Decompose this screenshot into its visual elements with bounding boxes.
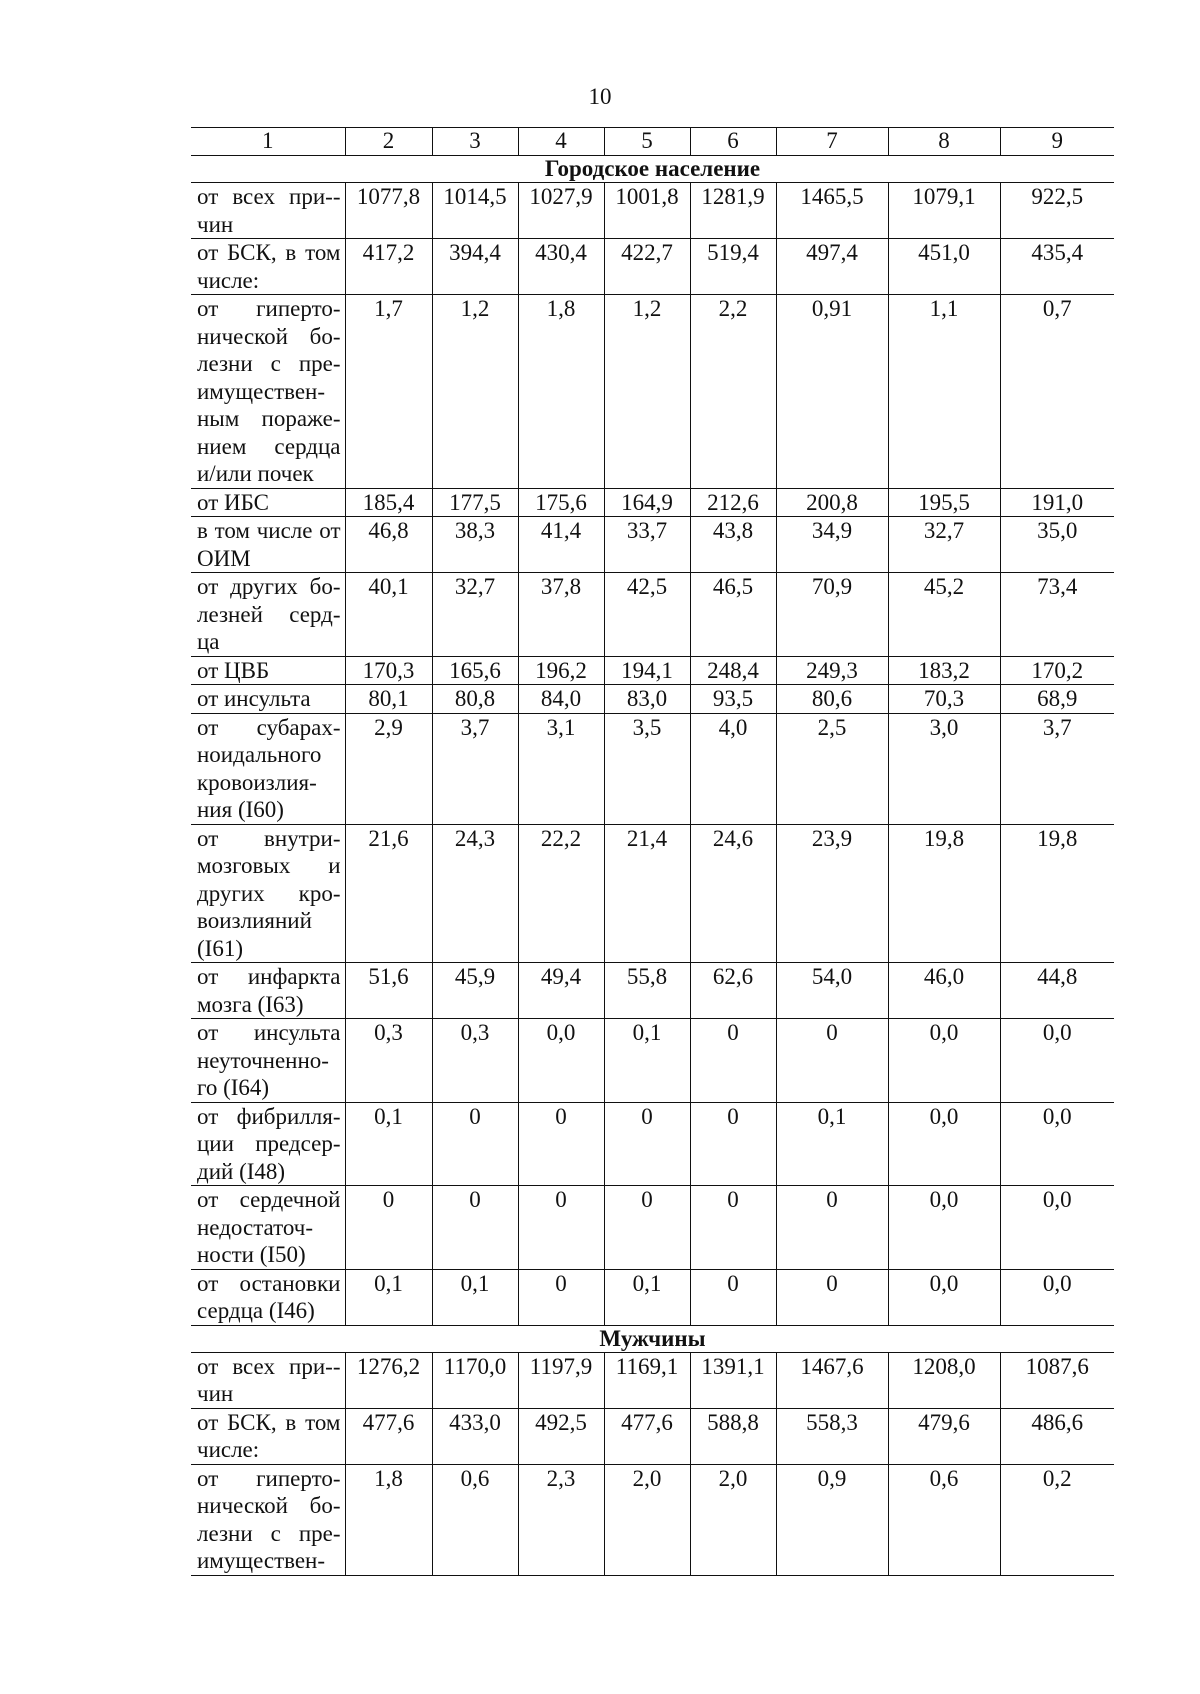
row-label: от ЦВБ [191,656,345,685]
table-cell: 32,7 [432,573,518,657]
row-label: от других бо-лезней серд-ца [191,573,345,657]
table-cell: 492,5 [518,1408,604,1464]
column-number: 3 [432,128,518,156]
table-cell: 477,6 [604,1408,690,1464]
table-row [191,1352,1114,1408]
table-cell: 0 [690,1186,776,1270]
table-cell: 70,3 [888,685,1000,714]
table-cell: 80,8 [432,685,518,714]
table-cell: 1208,0 [888,1352,1000,1408]
table-cell: 1391,1 [690,1352,776,1408]
column-number: 1 [191,128,345,156]
table-cell: 2,0 [604,1464,690,1575]
table-cell: 3,5 [604,713,690,824]
section-header-row [191,156,1114,183]
table-cell: 42,5 [604,573,690,657]
table-cell: 0 [432,1186,518,1270]
table-cell: 34,9 [776,517,888,573]
table-cell: 35,0 [1000,517,1114,573]
table-cell: 249,3 [776,656,888,685]
row-label: от БСК, в том числе: [191,1408,345,1464]
table-cell: 451,0 [888,239,1000,295]
table-cell: 49,4 [518,963,604,1019]
row-label: от сердечной недостаточ-ности (I50) [191,1186,345,1270]
table-cell: 248,4 [690,656,776,685]
table-cell: 73,4 [1000,573,1114,657]
table-cell: 21,6 [345,824,432,963]
table-cell: 212,6 [690,488,776,517]
table-cell: 519,4 [690,239,776,295]
table-cell: 3,7 [432,713,518,824]
table-cell: 3,0 [888,713,1000,824]
table-cell: 1465,5 [776,183,888,239]
table-cell: 1079,1 [888,183,1000,239]
column-number: 6 [690,128,776,156]
table-row [191,685,1114,714]
table-row [191,573,1114,657]
table-cell: 477,6 [345,1408,432,1464]
table-cell: 1001,8 [604,183,690,239]
table-cell: 0,0 [1000,1186,1114,1270]
table-cell: 1,2 [432,295,518,489]
table-cell: 0 [518,1269,604,1325]
table-row [191,1019,1114,1103]
table-cell: 0,3 [432,1019,518,1103]
table-cell: 0,1 [604,1269,690,1325]
table-cell: 54,0 [776,963,888,1019]
table-cell: 24,3 [432,824,518,963]
table-cell: 164,9 [604,488,690,517]
table-cell: 0,0 [1000,1102,1114,1186]
table-cell: 0,1 [345,1102,432,1186]
row-label: от ИБС [191,488,345,517]
table-cell: 170,2 [1000,656,1114,685]
table-cell: 0,0 [888,1102,1000,1186]
table-cell: 2,2 [690,295,776,489]
column-number-row [191,128,1114,156]
table-cell: 1087,6 [1000,1352,1114,1408]
table-cell: 0,0 [518,1019,604,1103]
table-cell: 185,4 [345,488,432,517]
table-cell: 1027,9 [518,183,604,239]
column-number: 5 [604,128,690,156]
section-header-row [191,1325,1114,1352]
section-title: Городское население [191,156,1114,183]
table-cell: 0 [690,1019,776,1103]
column-number: 7 [776,128,888,156]
table-cell: 430,4 [518,239,604,295]
table-cell: 195,5 [888,488,1000,517]
table-cell: 2,9 [345,713,432,824]
table-cell: 68,9 [1000,685,1114,714]
table-cell: 0 [604,1102,690,1186]
table-cell: 0 [345,1186,432,1270]
table-cell: 588,8 [690,1408,776,1464]
table-cell: 19,8 [1000,824,1114,963]
table-cell: 191,0 [1000,488,1114,517]
table-cell: 0,1 [776,1102,888,1186]
table-cell: 0,0 [1000,1269,1114,1325]
table-cell: 2,3 [518,1464,604,1575]
table-cell: 1,1 [888,295,1000,489]
table-cell: 37,8 [518,573,604,657]
table-cell: 0,9 [776,1464,888,1575]
table-cell: 558,3 [776,1408,888,1464]
table-cell: 165,6 [432,656,518,685]
table-cell: 44,8 [1000,963,1114,1019]
row-label: от всех при-чин [191,183,345,239]
row-label: от гиперто-нической бо-лезни с пре-имуществен-ным пораже-нием сердца и/или почек [191,295,345,489]
table-cell: 1170,0 [432,1352,518,1408]
table-cell: 46,8 [345,517,432,573]
table-cell: 0 [776,1019,888,1103]
table-cell: 23,9 [776,824,888,963]
table-cell: 433,0 [432,1408,518,1464]
row-label: в том числе от ОИМ [191,517,345,573]
table-cell: 479,6 [888,1408,1000,1464]
table-cell: 19,8 [888,824,1000,963]
table-cell: 84,0 [518,685,604,714]
table-cell: 1014,5 [432,183,518,239]
table-row [191,183,1114,239]
table-row [191,963,1114,1019]
table-cell: 0,0 [888,1186,1000,1270]
section-title: Мужчины [191,1325,1114,1352]
table-cell: 1467,6 [776,1352,888,1408]
table-cell: 55,8 [604,963,690,1019]
table-cell: 40,1 [345,573,432,657]
table-row [191,1464,1114,1575]
table-cell: 0,7 [1000,295,1114,489]
table-cell: 62,6 [690,963,776,1019]
page-number: 10 [588,84,612,109]
table-row [191,239,1114,295]
table-cell: 0,1 [604,1019,690,1103]
table-cell: 0 [518,1102,604,1186]
table-cell: 3,7 [1000,713,1114,824]
table-cell: 45,9 [432,963,518,1019]
table-cell: 70,9 [776,573,888,657]
table-row [191,656,1114,685]
table-cell: 46,0 [888,963,1000,1019]
row-label: от инсульта неуточненно-го (I64) [191,1019,345,1103]
row-label: от БСК, в том числе: [191,239,345,295]
table-cell: 51,6 [345,963,432,1019]
table-cell: 80,1 [345,685,432,714]
table-cell: 1197,9 [518,1352,604,1408]
table-cell: 170,3 [345,656,432,685]
table-cell: 4,0 [690,713,776,824]
row-label: от внутри-мозговых и других кро-воизлияний (I61) [191,824,345,963]
table-cell: 194,1 [604,656,690,685]
table-cell: 0,2 [1000,1464,1114,1575]
table-cell: 3,1 [518,713,604,824]
table-cell: 0,1 [432,1269,518,1325]
table-row [191,488,1114,517]
table-cell: 1,8 [518,295,604,489]
table-cell: 0,0 [888,1269,1000,1325]
table-cell: 486,6 [1000,1408,1114,1464]
table-cell: 0,6 [888,1464,1000,1575]
table-cell: 422,7 [604,239,690,295]
table-cell: 0 [690,1102,776,1186]
table-cell: 45,2 [888,573,1000,657]
table-cell: 2,5 [776,713,888,824]
table-cell: 22,2 [518,824,604,963]
table-cell: 0 [776,1186,888,1270]
table-cell: 0,91 [776,295,888,489]
table-cell: 177,5 [432,488,518,517]
table-cell: 1,2 [604,295,690,489]
table-cell: 0 [690,1269,776,1325]
table-cell: 0,3 [345,1019,432,1103]
row-label: от субарах-ноидального кровоизлия-ния (I60) [191,713,345,824]
table-cell: 93,5 [690,685,776,714]
row-label: от гиперто-нической бо-лезни с пре-имуществен- [191,1464,345,1575]
table-cell: 175,6 [518,488,604,517]
table-cell: 922,5 [1000,183,1114,239]
table-row [191,1269,1114,1325]
row-label: от инсульта [191,685,345,714]
table-cell: 0 [604,1186,690,1270]
table-cell: 1169,1 [604,1352,690,1408]
table-cell: 0,0 [1000,1019,1114,1103]
table-row [191,713,1114,824]
mortality-table [191,127,1114,1576]
table-cell: 0,6 [432,1464,518,1575]
table-cell: 80,6 [776,685,888,714]
table-cell: 435,4 [1000,239,1114,295]
table-cell: 46,5 [690,573,776,657]
column-number: 2 [345,128,432,156]
table-cell: 0,0 [888,1019,1000,1103]
row-label: от инфаркта мозга (I63) [191,963,345,1019]
table-cell: 1,7 [345,295,432,489]
column-number: 4 [518,128,604,156]
table-row [191,517,1114,573]
table-cell: 24,6 [690,824,776,963]
table-cell: 41,4 [518,517,604,573]
column-number: 8 [888,128,1000,156]
table-cell: 196,2 [518,656,604,685]
table-cell: 0 [776,1269,888,1325]
table-cell: 2,0 [690,1464,776,1575]
table-cell: 1,8 [345,1464,432,1575]
row-label: от остановки сердца (I46) [191,1269,345,1325]
table-cell: 21,4 [604,824,690,963]
table-cell: 394,4 [432,239,518,295]
column-number: 9 [1000,128,1114,156]
table-row [191,1102,1114,1186]
table-cell: 38,3 [432,517,518,573]
row-label: от всех при-чин [191,1352,345,1408]
table-cell: 0 [432,1102,518,1186]
table-row [191,295,1114,489]
table-row [191,1186,1114,1270]
table-cell: 0,1 [345,1269,432,1325]
table-row [191,1408,1114,1464]
table-cell: 0 [518,1186,604,1270]
table-cell: 83,0 [604,685,690,714]
table-cell: 43,8 [690,517,776,573]
table-cell: 1276,2 [345,1352,432,1408]
table-cell: 33,7 [604,517,690,573]
table-cell: 32,7 [888,517,1000,573]
table-cell: 497,4 [776,239,888,295]
table-cell: 1281,9 [690,183,776,239]
row-label: от фибрилля-ции предсер-дий (I48) [191,1102,345,1186]
table-cell: 200,8 [776,488,888,517]
table-cell: 183,2 [888,656,1000,685]
table-cell: 417,2 [345,239,432,295]
table-row [191,824,1114,963]
table-cell: 1077,8 [345,183,432,239]
